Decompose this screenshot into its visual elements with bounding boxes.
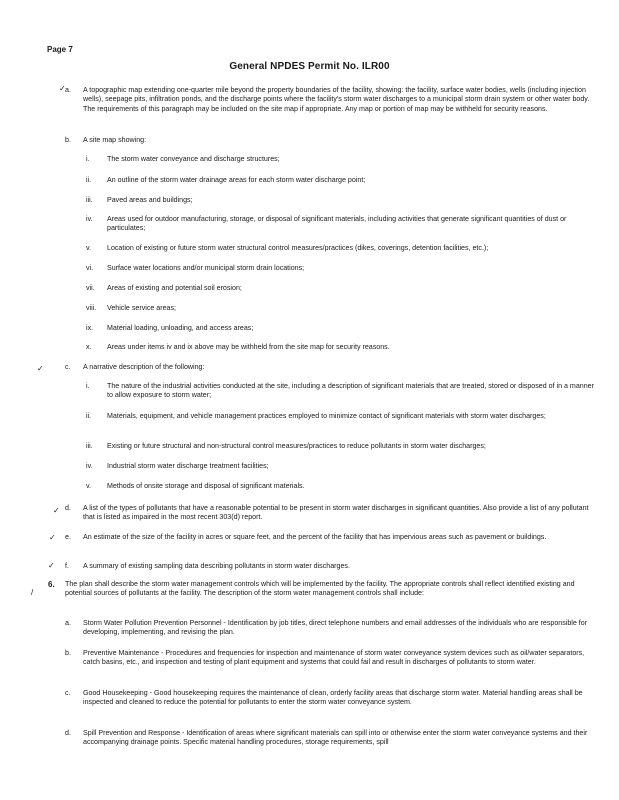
item-marker: e. bbox=[65, 533, 71, 541]
paragraph-preventive-maintenance: Preventive Maintenance - Procedures and frequencies for inspection and maintenance of storm water conveyance system devices such as oil/water separators, catch basins, etc., and inspection and testing of plant equipment and systems that could fail and result in discharges of pollutants to storm water. bbox=[83, 649, 585, 667]
item-marker: iv. bbox=[86, 462, 93, 470]
list-item: Location of existing or future storm water structural control measures/practices (dikes, coverings, detention facilities, etc.); bbox=[107, 244, 489, 252]
item-marker: d. bbox=[65, 504, 71, 512]
list-item: Areas under items iv and ix above may be withheld from the site map for security reasons. bbox=[107, 343, 390, 351]
list-item: An outline of the storm water drainage areas for each storm water discharge point; bbox=[107, 176, 366, 184]
list-item: Areas of existing and potential soil erosion; bbox=[107, 284, 242, 292]
paragraph-spill-prevention: Spill Prevention and Response - Identification of areas where significant materials can spill into or otherwise enter the storm water conveyance systems and their accompanying drainage points. Specific material handling procedures, storage requirements, spill bbox=[83, 729, 588, 747]
list-item: The nature of the industrial activities conducted at the site, including a description of significant materials that are treated, stored or disposed of in a manner to allow exposure to storm water; bbox=[107, 382, 594, 400]
paragraph-personnel: Storm Water Pollution Prevention Personnel - Identification by job titles, direct telephone numbers and email addresses of the individuals who are responsible for developing, implementing, and revising the plan. bbox=[83, 619, 588, 637]
list-item: Materials, equipment, and vehicle management practices employed to minimize contact of significant materials with storm water discharges; bbox=[107, 412, 546, 420]
paragraph-topographic-map: A topographic map extending one-quarter mile beyond the property boundaries of the facility, showing: the facility, surface water bodies, wells (including injection wells), seepage pits, infiltration ponds, and the discharge points where the facility's storm water discharges to a municipal storm drain system or other water body. The requirements of this paragraph may be included on the site map if appropriate. Any map or portion of map may be withheld for security reasons. bbox=[83, 86, 590, 113]
item-marker: ix. bbox=[86, 324, 94, 332]
margin-check-mark: / bbox=[31, 588, 34, 597]
item-marker: b. bbox=[65, 136, 71, 144]
item-marker: iii. bbox=[86, 442, 93, 450]
item-marker: i. bbox=[86, 155, 90, 163]
document-title: General NPDES Permit No. ILR00 bbox=[229, 61, 390, 72]
paragraph-good-housekeeping: Good Housekeeping - Good housekeeping requires the maintenance of clean, orderly facility areas that discharge storm water. Material handling areas shall be inspected and cleaned to reduce the potential for pollutants to enter the storm water conveyance system. bbox=[83, 689, 583, 707]
item-marker: ii. bbox=[86, 412, 92, 420]
list-item: Areas used for outdoor manufacturing, storage, or disposal of significant materials, including activities that generate significant quantities of dust or particulates; bbox=[107, 215, 567, 233]
item-marker: iv. bbox=[86, 215, 93, 223]
paragraph-narrative: A narrative description of the following: bbox=[83, 363, 205, 371]
item-marker: b. bbox=[65, 649, 71, 657]
item-marker: a. bbox=[65, 86, 71, 94]
margin-check-mark: ✓ bbox=[48, 561, 55, 570]
item-marker: viii. bbox=[86, 304, 97, 312]
paragraph-sampling-data: A summary of existing sampling data describing pollutants in storm water discharges. bbox=[83, 562, 350, 570]
item-marker: i. bbox=[86, 382, 90, 390]
item-marker: v. bbox=[86, 482, 91, 490]
margin-check-mark: ✓ bbox=[53, 506, 60, 515]
page-label: Page 7 bbox=[47, 45, 73, 54]
item-marker: a. bbox=[65, 619, 71, 627]
list-item: Methods of onsite storage and disposal of significant materials. bbox=[107, 482, 305, 490]
item-marker: c. bbox=[65, 689, 71, 697]
item-marker: iii. bbox=[86, 196, 93, 204]
paragraph-management-controls: The plan shall describe the storm water management controls which will be implemented by the facility. The appropriate controls shall reflect identified existing and potential sources of pollutants at the facility. The description of the storm water management controls shall include: bbox=[65, 580, 575, 598]
item-marker: d. bbox=[65, 729, 71, 737]
list-item: Paved areas and buildings; bbox=[107, 196, 193, 204]
list-item: Material loading, unloading, and access areas; bbox=[107, 324, 254, 332]
item-marker: c. bbox=[65, 363, 71, 371]
item-marker: vii. bbox=[86, 284, 95, 292]
item-marker: f. bbox=[65, 562, 69, 570]
list-item: The storm water conveyance and discharge structures; bbox=[107, 155, 280, 163]
list-item: Surface water locations and/or municipal storm drain locations; bbox=[107, 264, 305, 272]
list-item: Existing or future structural and non-structural control measures/practices to reduce pollutants in storm water discharges; bbox=[107, 442, 486, 450]
margin-check-mark: ✓ bbox=[49, 533, 56, 542]
item-marker: x. bbox=[86, 343, 92, 351]
section-number: 6. bbox=[48, 580, 55, 589]
margin-check-mark: ✓ bbox=[37, 364, 44, 373]
list-item: Industrial storm water discharge treatment facilities; bbox=[107, 462, 269, 470]
item-marker: vi. bbox=[86, 264, 94, 272]
list-item: Vehicle service areas; bbox=[107, 304, 177, 312]
margin-check-mark: ✓ bbox=[59, 84, 66, 93]
item-marker: v. bbox=[86, 244, 91, 252]
paragraph-pollutants: A list of the types of pollutants that have a reasonable potential to be present in storm water discharges in significant quantities. Also provide a list of any pollutant that is listed as impaired in the most recent 303(d) report. bbox=[83, 504, 589, 522]
paragraph-facility-size: An estimate of the size of the facility in acres or square feet, and the percent of the facility that has impervious areas such as pavement or buildings. bbox=[83, 533, 547, 541]
paragraph-site-map: A site map showing: bbox=[83, 136, 147, 144]
item-marker: ii. bbox=[86, 176, 92, 184]
